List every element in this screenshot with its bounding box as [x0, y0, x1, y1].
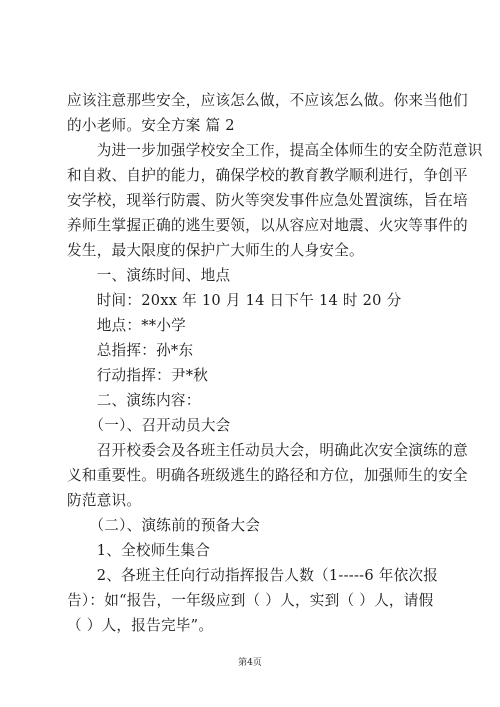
text-line: 为进一步加强学校安全工作，提高全体师生的安全防范意识 — [67, 142, 483, 159]
subsection-heading: （二）、演练前的预备大会 — [67, 517, 261, 534]
text-line: 发生，最大限度的保护广大师生的人身安全。 — [67, 242, 364, 259]
text-line: 召开校委会及各班主任动员大会，明确此次安全演练的意 — [67, 442, 468, 459]
text-line: 和自救、自护的能力，确保学校的教育教学顺利进行，争创平 — [67, 167, 468, 184]
page-number: 第4页 — [238, 658, 262, 668]
subsection-heading: （一）、召开动员大会 — [67, 417, 231, 434]
section-heading: 一、演练时间、地点 — [67, 267, 231, 284]
text-line: 地点：**小学 — [67, 317, 187, 334]
text-line: 防范意识。 — [67, 492, 142, 509]
text-line: 1、全校师生集合 — [67, 542, 211, 559]
text-line: 义和重要性。明确各班级逃生的路径和方位，加强师生的安全 — [67, 467, 468, 484]
text-line: 总指挥：孙*东 — [67, 342, 194, 359]
text-line: 安学校，现举行防震、防火等突发事件应急处置演练，旨在培 — [67, 192, 468, 209]
text-line: 行动指挥：尹*秋 — [67, 367, 209, 384]
text-line: 时间：20xx 年 10 月 14 日下午 14 时 20 分 — [67, 292, 402, 309]
text-line: （ ）人，报告完毕”。 — [67, 617, 214, 634]
text-line: 告）：如“报告，一年级应到（ ）人，实到（ ）人，请假 — [67, 592, 434, 609]
text-line: 养师生掌握正确的逃生要领，以从容应对地震、火灾等事件的 — [67, 217, 468, 234]
section-heading: 二、演练内容： — [67, 392, 201, 409]
text-line: 的小老师。安全方案 篇 2 — [67, 117, 235, 134]
text-line: 应该注意那些安全，应该怎么做，不应该怎么做。你来当他们 — [67, 92, 468, 109]
text-line: 2、各班主任向行动指挥报告人数（1-----6 年依次报 — [67, 567, 439, 584]
